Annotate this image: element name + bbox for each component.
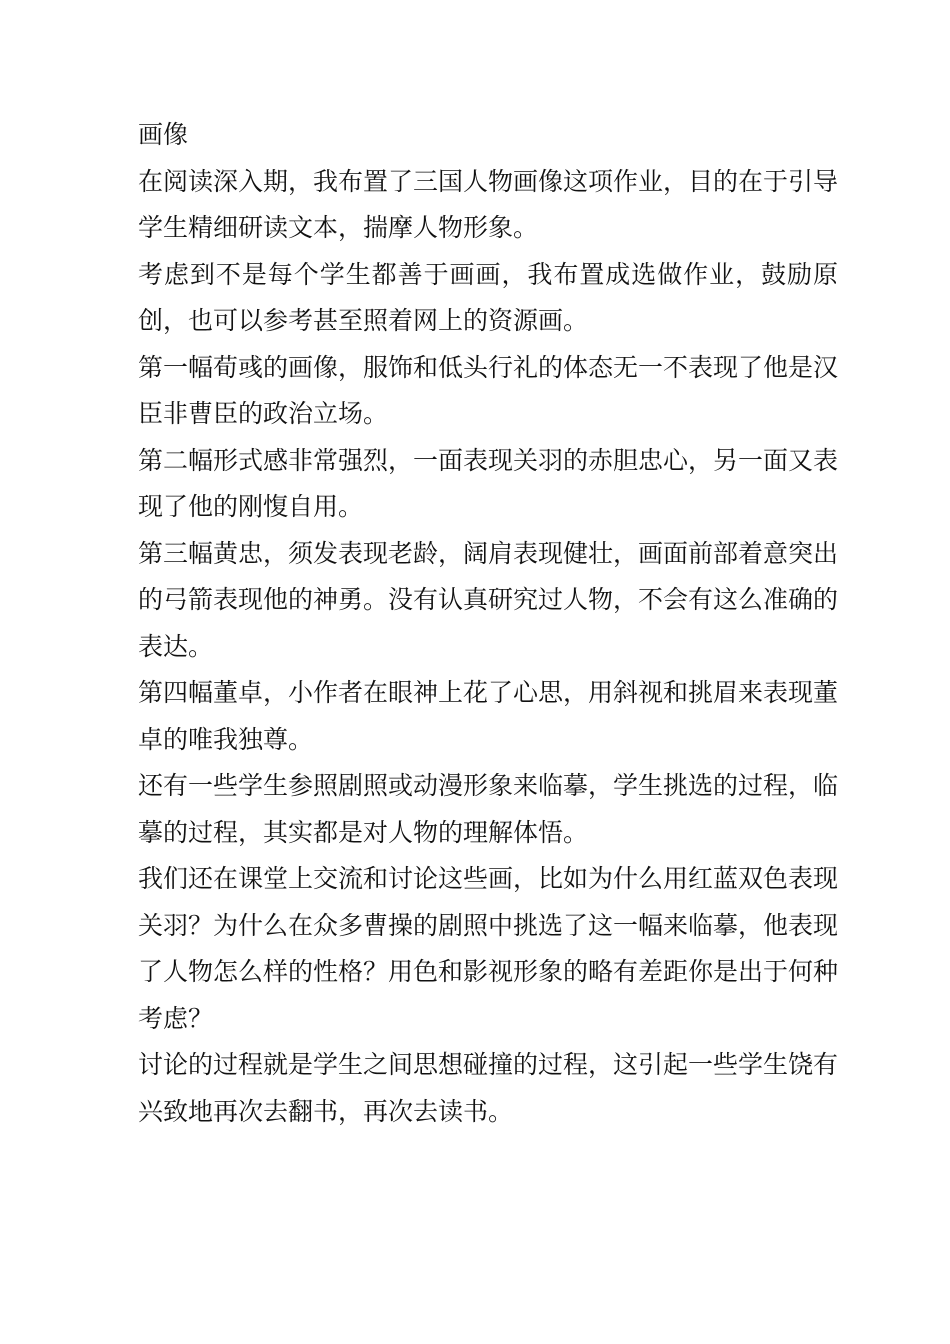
paragraph-1: 在阅读深入期，我布置了三国人物画像这项作业，目的在于引导学生精细研读文本，揣摩人物形象。 — [138, 166, 839, 242]
paragraph-5: 第三幅黄忠，须发表现老龄，阔肩表现健壮，画面前部着意突出的弓箭表现他的神勇。没有认真研究过人物，不会有这么准确的表达。 — [138, 538, 839, 661]
paragraph-6: 第四幅董卓，小作者在眼神上花了心思，用斜视和挑眉来表现董卓的唯我独尊。 — [138, 678, 839, 754]
paragraph-8: 我们还在课堂上交流和讨论这些画，比如为什么用红蓝双色表现关羽？为什么在众多曹操的剧照中挑选了这一幅来临摹，他表现了人物怎么样的性格？用色和影视形象的略有差距你是出于何种考虑？ — [138, 864, 839, 1033]
document-page — [138, 112, 838, 1135]
paragraph-2: 考虑到不是每个学生都善于画画，我布置成选做作业，鼓励原创，也可以参考甚至照着网上的资源画。 — [138, 259, 838, 335]
paragraph-7: 还有一些学生参照剧照或动漫形象来临摹，学生挑选的过程，临摹的过程，其实都是对人物的理解体悟。 — [138, 771, 839, 847]
paragraph-9: 讨论的过程就是学生之间思想碰撞的过程，这引起一些学生饶有兴致地再次去翻书，再次去读书。 — [138, 1050, 839, 1126]
paragraph-3: 第一幅荀彧的画像，服饰和低头行礼的体态无一不表现了他是汉臣非曹臣的政治立场。 — [138, 352, 839, 428]
section-heading: 画像 — [138, 120, 189, 149]
paragraph-4: 第二幅形式感非常强烈，一面表现关羽的赤胆忠心，另一面又表现了他的刚愎自用。 — [138, 445, 839, 521]
